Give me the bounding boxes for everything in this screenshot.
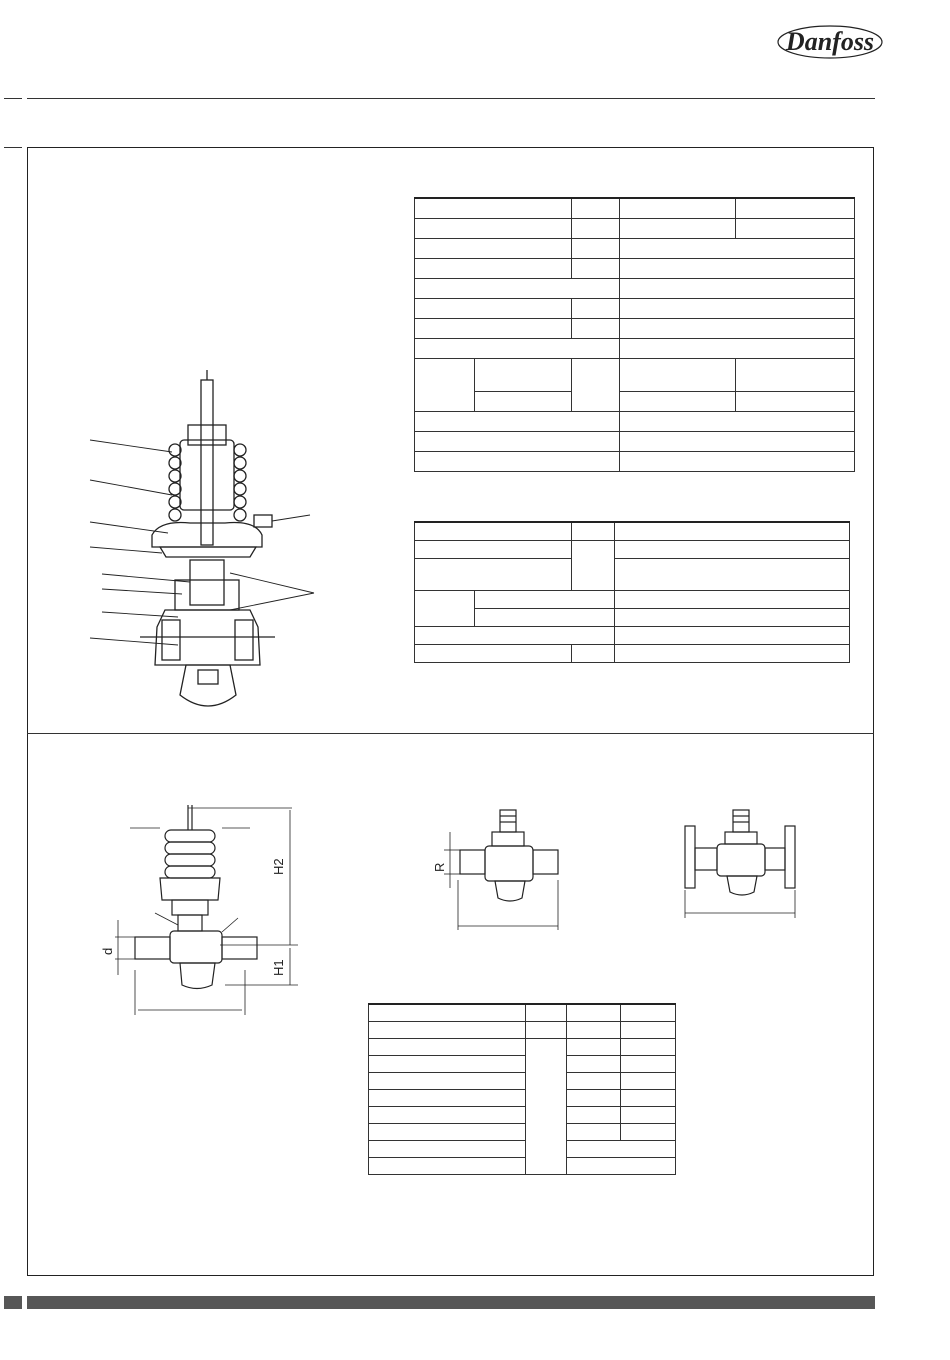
table-row (415, 298, 855, 318)
table-row (369, 1021, 676, 1038)
table-row (415, 318, 855, 338)
frame-divider (27, 733, 874, 734)
dimension-drawing-actuator (100, 800, 315, 1025)
spec-table-1 (414, 197, 855, 472)
table-row (415, 431, 855, 451)
spec-table-3 (368, 1003, 676, 1175)
table-row (415, 278, 855, 298)
table-row (369, 1140, 676, 1157)
table-row (415, 391, 855, 411)
valve-cross-section-drawing (80, 365, 325, 725)
header-rule (27, 98, 875, 99)
section-tick (4, 147, 22, 148)
table-row (369, 1123, 676, 1140)
footer-marker (4, 1296, 22, 1309)
danfoss-logo (775, 22, 885, 62)
brand-logo-text: Danfoss (785, 27, 875, 56)
table-row (369, 1106, 676, 1123)
table-row (369, 1038, 676, 1055)
table-row (369, 1055, 676, 1072)
dim-label-r: R (432, 862, 447, 872)
table-row (415, 338, 855, 358)
table-row (369, 1072, 676, 1089)
table-row (415, 198, 855, 218)
table-row (415, 626, 850, 644)
dim-label-h1: H1 (271, 959, 286, 976)
table-row (415, 358, 855, 391)
dim-label-d: d (100, 947, 115, 955)
dim-label-h2: H2 (271, 858, 286, 875)
table-row (415, 258, 855, 278)
dimension-drawing-flanged-valve (675, 800, 800, 920)
table-row (415, 218, 855, 238)
table-row (415, 590, 850, 608)
spec-table-2 (414, 521, 850, 663)
table-row (369, 1157, 676, 1174)
header-rule-tick (4, 98, 22, 99)
table-row (369, 1004, 676, 1021)
dimension-drawing-threaded-valve (430, 800, 570, 935)
table-row (415, 558, 850, 590)
table-row (415, 238, 855, 258)
table-row (415, 451, 855, 471)
table-row (415, 522, 850, 540)
table-row (415, 411, 855, 431)
footer-bar (27, 1296, 875, 1309)
table-row (415, 644, 850, 662)
table-row (415, 608, 850, 626)
table-row (415, 540, 850, 558)
table-row (369, 1089, 676, 1106)
